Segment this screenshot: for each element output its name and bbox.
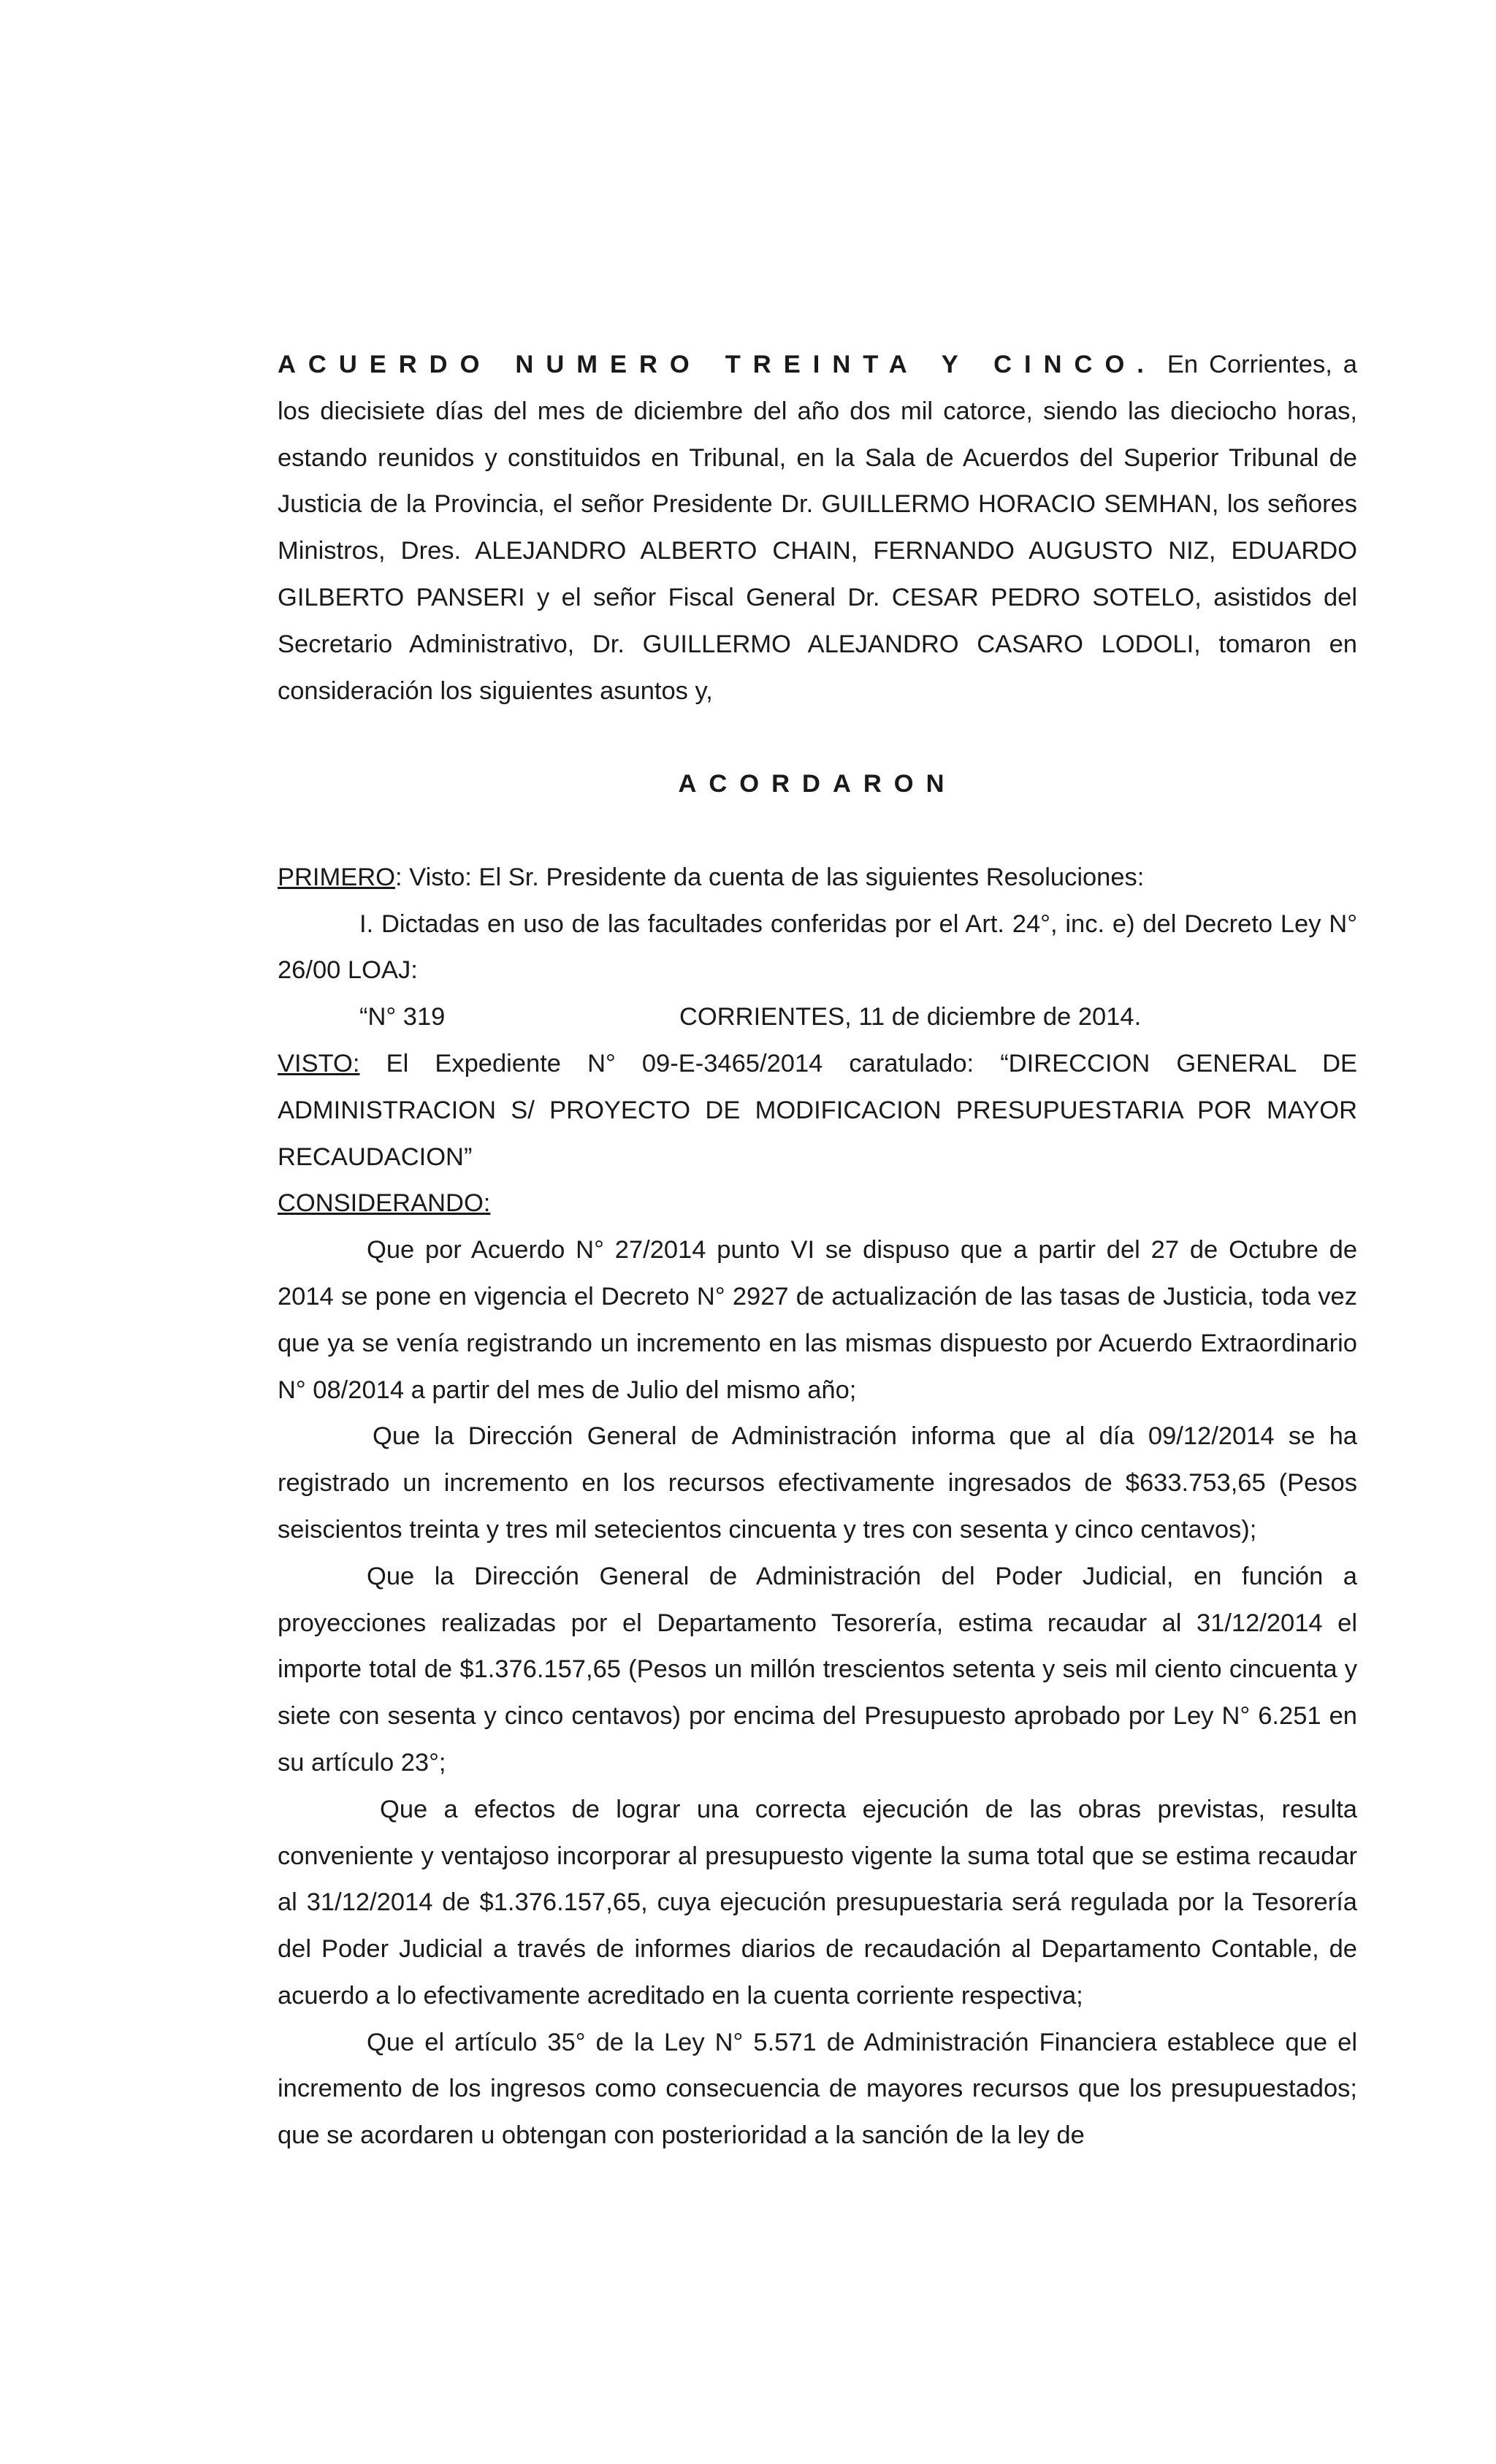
considerando-paragraph-4: Que a efectos de lograr una correcta ejecución de las obras previstas, resulta conveniente y ventajoso incorporar al presupuesto vigente la suma total que se estima recaudar al 31/12/2014 de $1.376.157,65, cuya ejecución presupuestaria será regulada por la Tesorería del Poder Judicial a través de informes diarios de recaudación al Departamento Contable, de acuerdo a lo efectivamente acreditado en la cuenta corriente respectiva; [278,1795,1357,2010]
considerando-paragraph-5: Que el artículo 35° de la Ley N° 5.571 de Administración Financiera establece que el incremento de los ingresos como consecuencia de mayores recursos que los presupuestados; que se acordaren u obtengan con posterioridad a la sanción de la ley de [278,2028,1357,2150]
considerando-paragraph-2: Que la Dirección General de Administración informa que al día 09/12/2014 se ha registrado un incremento en los recursos efectivamente ingresados de $633.753,65 (Pesos seiscientos treinta y tres mil setecientos cincuenta y tres con sesenta y cinco centavos); [278,1422,1357,1544]
visto-paragraph [278,1041,1357,1180]
opening-paragraph [278,342,1357,714]
resolution-number: “N° 319 [359,1003,446,1031]
considerando-paragraph-3: Que la Dirección General de Administración del Poder Judicial, en función a proyecciones realizadas por el Departamento Tesorería, estima recaudar al 31/12/2014 el importe total de $1.376.157,65 (Pesos un millón trescientos setenta y seis mil ciento cincuenta y siete con sesenta y cinco centavos) por encima del Presupuesto aprobado por Ley N° 6.251 en su artículo 23°; [278,1562,1357,1777]
primero-text: : Visto: El Sr. Presidente da cuenta de las siguientes Resoluciones: [395,863,1145,891]
item-i-paragraph: I. Dictadas en uso de las facultades conferidas por el Art. 24°, inc. e) del Decreto Ley N° 26/00 LOAJ: [278,909,1357,985]
considerando-paragraph-1: Que por Acuerdo N° 27/2014 punto VI se dispuso que a partir del 27 de Octubre de 2014 se pone en vigencia el Decreto N° 2927 de actualización de las tasas de Justicia, toda vez que ya se venía registrando un incremento en las mismas dispuesto por Acuerdo Extraordinario N° 08/2014 a partir del mes de Julio del mismo año; [278,1236,1357,1404]
resolution-place-date: CORRIENTES, 11 de diciembre de 2014. [679,1003,1142,1031]
considerando-heading [278,1180,1357,1227]
acordaron-title: ACORDARON [678,770,957,798]
primero-label: PRIMERO [278,863,396,891]
opening-text: En Corrientes, a los diecisiete días del mes de diciembre del año dos mil catorce, siendo las dieciocho horas, estando reunidos y constituidos en Tribunal, en la Sala de Acuerdos del Superior Tribunal de Justicia de la Provincia, el señor Presidente Dr. GUILLERMO HORACIO SEMHAN, los señores Ministros, Dres. ALEJANDRO ALBERTO CHAIN, FERNANDO AUGUSTO NIZ, EDUARDO GILBERTO PANSERI y el señor Fiscal General Dr. CESAR PEDRO SOTELO, asistidos del Secretario Administrativo, Dr. GUILLERMO ALEJANDRO CASARO LODOLI, tomaron en consideración los siguientes asuntos y, [278,351,1357,705]
visto-label: VISTO: [278,1049,360,1077]
acuerdo-heading: ACUERDO NUMERO TREINTA Y CINCO. [278,351,1156,378]
primero-paragraph [278,855,1357,901]
document-body [278,342,1357,2159]
resolution-header [278,994,1357,1041]
considerando-label: CONSIDERANDO: [278,1189,491,1218]
visto-text: El Expediente N° 09-E-3465/2014 caratulado: “DIRECCION GENERAL DE ADMINISTRACION S/ PROYECTO DE MODIFICACION PRESUPUESTARIA POR MAYOR RECAUDACION” [278,1049,1357,1171]
